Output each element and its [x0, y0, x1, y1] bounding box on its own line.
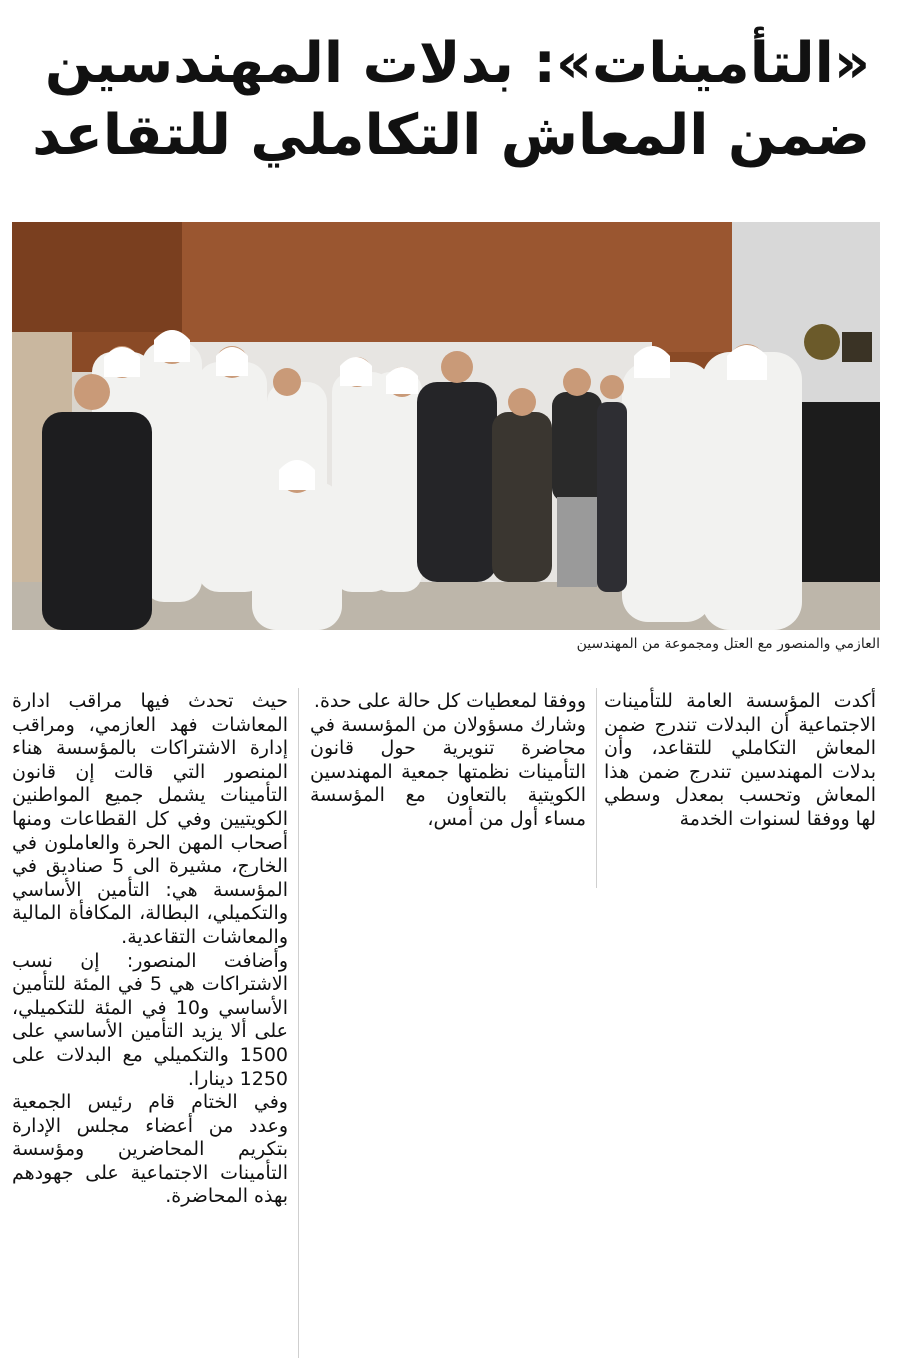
paragraph: وشارك مسؤولان من المؤسسة في محاضرة تنويرية حول قانون التأمينات نظمتها جمعية المهندسين الكويتية بالتعاون مع المؤسسة مساء أول من أمس،	[310, 713, 586, 830]
photo-caption: العازمي والمنصور مع العتل ومجموعة من المهندسين	[576, 636, 880, 652]
paragraph: أكدت المؤسسة العامة للتأمينات الاجتماعية أن البدلات تندرج ضمن المعاش التكاملي للتقاعد، وأن بدلات المهندسين تندرج ضمن هذا المعاش وتحسب بمعدل وسطي لها ووفقا لسنوات الخدمة	[604, 690, 876, 830]
paragraph: وأضافت المنصور: إن نسب الاشتراكات هي 5 في المئة للتأمين الأساسي و10 في المئة للتكميلي، على ألا يزيد التأمين الأساسي على 1500 والتكميلي مع البدلات على 1250 دينارا.	[12, 949, 289, 1090]
article-column-right	[604, 690, 876, 832]
headline-line-2: ضمن المعاش التكاملي للتقاعد	[32, 103, 870, 168]
paragraph: وفي الختام قام رئيس الجمعية وعدد من أعضاء مجلس الإدارة بتكريم المحاضرين ومؤسسة التأمينات الاجتماعية على جهودهم بهذه المحاضرة.	[12, 1091, 288, 1208]
article-column-left	[12, 690, 288, 1209]
paragraph: حيث تحدث فيها مراقب ادارة المعاشات فهد العازمي، ومراقب إدارة الاشتراكات بالمؤسسة هناء المنصور التي قالت إن قانون التأمينات يشمل جميع المواطنين الكويتيين وفي كل القطاعات ومنها أصحاب المهن الحرة والعاملون في الخارج، مشيرة الى 5 صناديق في المؤسسة هي: التأمين الأساسي والتكميلي، البطالة، المكافأة المالية والمعاشات التقاعدية.	[12, 690, 289, 948]
headline	[32, 28, 870, 172]
group-photo	[12, 222, 880, 630]
headline-line-1: «التأمينات»: بدلات المهندسين	[44, 31, 870, 96]
column-divider	[298, 688, 299, 1358]
paragraph: ووفقا لمعطيات كل حالة على حدة.	[313, 690, 586, 712]
column-divider	[596, 688, 597, 888]
article-column-middle	[310, 690, 586, 832]
